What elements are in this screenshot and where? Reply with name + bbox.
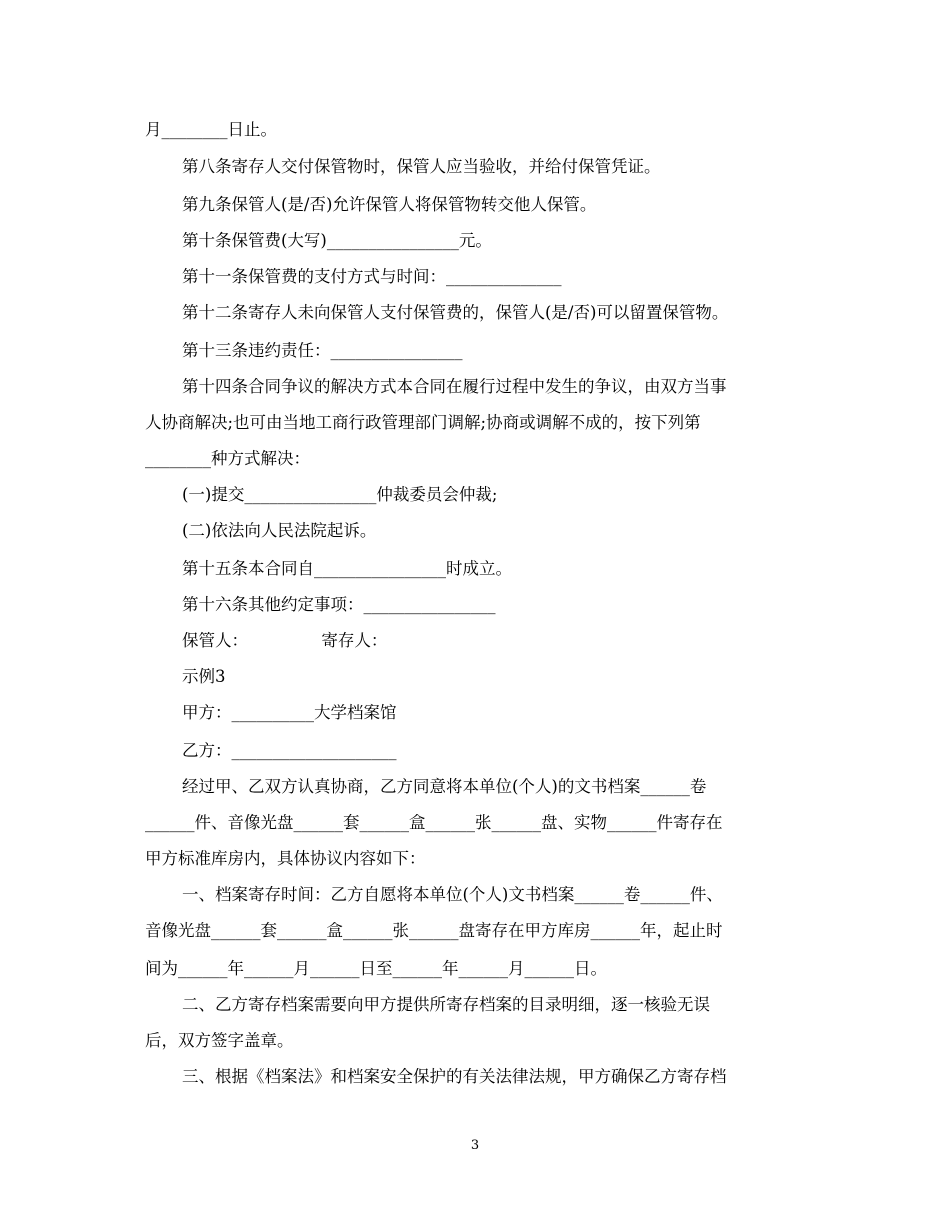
text-line: 第八条寄存人交付保管物时，保管人应当验收，并给付保管凭证。: [182, 157, 661, 176]
text-line: 人协商解决;也可由当地工商行政管理部门调解;协商或调解不成的，按下列第: [145, 413, 701, 432]
text-line: (二)依法向人民法院起诉。: [182, 521, 377, 540]
text-line: 甲方标准库房内，具体协议内容如下：: [145, 849, 426, 868]
text-line: (一)提交________________仲裁委员会仲裁;: [182, 485, 498, 504]
text-line: 三、根据《档案法》和档案安全保护的有关法律法规，甲方确保乙方寄存档: [182, 1067, 727, 1086]
text-line: 第九条保管人(是/否)允许保管人将保管物转交他人保管。: [182, 195, 597, 214]
text-line: 第十条保管费(大写)________________元。: [182, 231, 492, 250]
text-line: 第十五条本合同自________________时成立。: [182, 559, 512, 578]
text-line: 第十四条合同争议的解决方式本合同在履行过程中发生的争议，由双方当事: [182, 377, 727, 396]
text-line: ________种方式解决：: [145, 449, 310, 468]
text-line: 二、乙方寄存档案需要向甲方提供所寄存档案的目录明细，逐一核验无误: [182, 995, 710, 1014]
party-b-line: 乙方：____________________: [182, 741, 397, 760]
text-line: 后，双方签字盖章。: [145, 1031, 294, 1050]
text-line: 一、档案寄存时间：乙方自愿将本单位(个人)文书档案______卷______件、: [182, 885, 723, 904]
party-a-line: 甲方：__________大学档案馆: [182, 703, 397, 722]
signature-line: 保管人： 寄存人：: [182, 631, 388, 650]
text-line: 经过甲、乙双方认真协商，乙方同意将本单位(个人)的文书档案______卷: [182, 777, 707, 796]
section-heading: 示例3: [182, 667, 226, 686]
text-line: 第十六条其他约定事项：________________: [182, 595, 496, 614]
text-line: 第十一条保管费的支付方式与时间：______________: [182, 267, 562, 286]
text-line: ______件、音像光盘______套______盒______张______盘、实物______件寄存在: [145, 813, 723, 832]
text-line: 第十三条违约责任：________________: [182, 341, 463, 360]
text-line: 音像光盘______套______盒______张______盘寄存在甲方库房______年，起止时: [145, 921, 723, 940]
page-number: 3: [470, 1138, 480, 1153]
text-line: 间为______年______月______日至______年______月______日。: [145, 959, 607, 978]
text-line: 月________日止。: [145, 120, 277, 139]
text-line: 第十二条寄存人未向保管人支付保管费的，保管人(是/否)可以留置保管物。: [182, 303, 729, 322]
